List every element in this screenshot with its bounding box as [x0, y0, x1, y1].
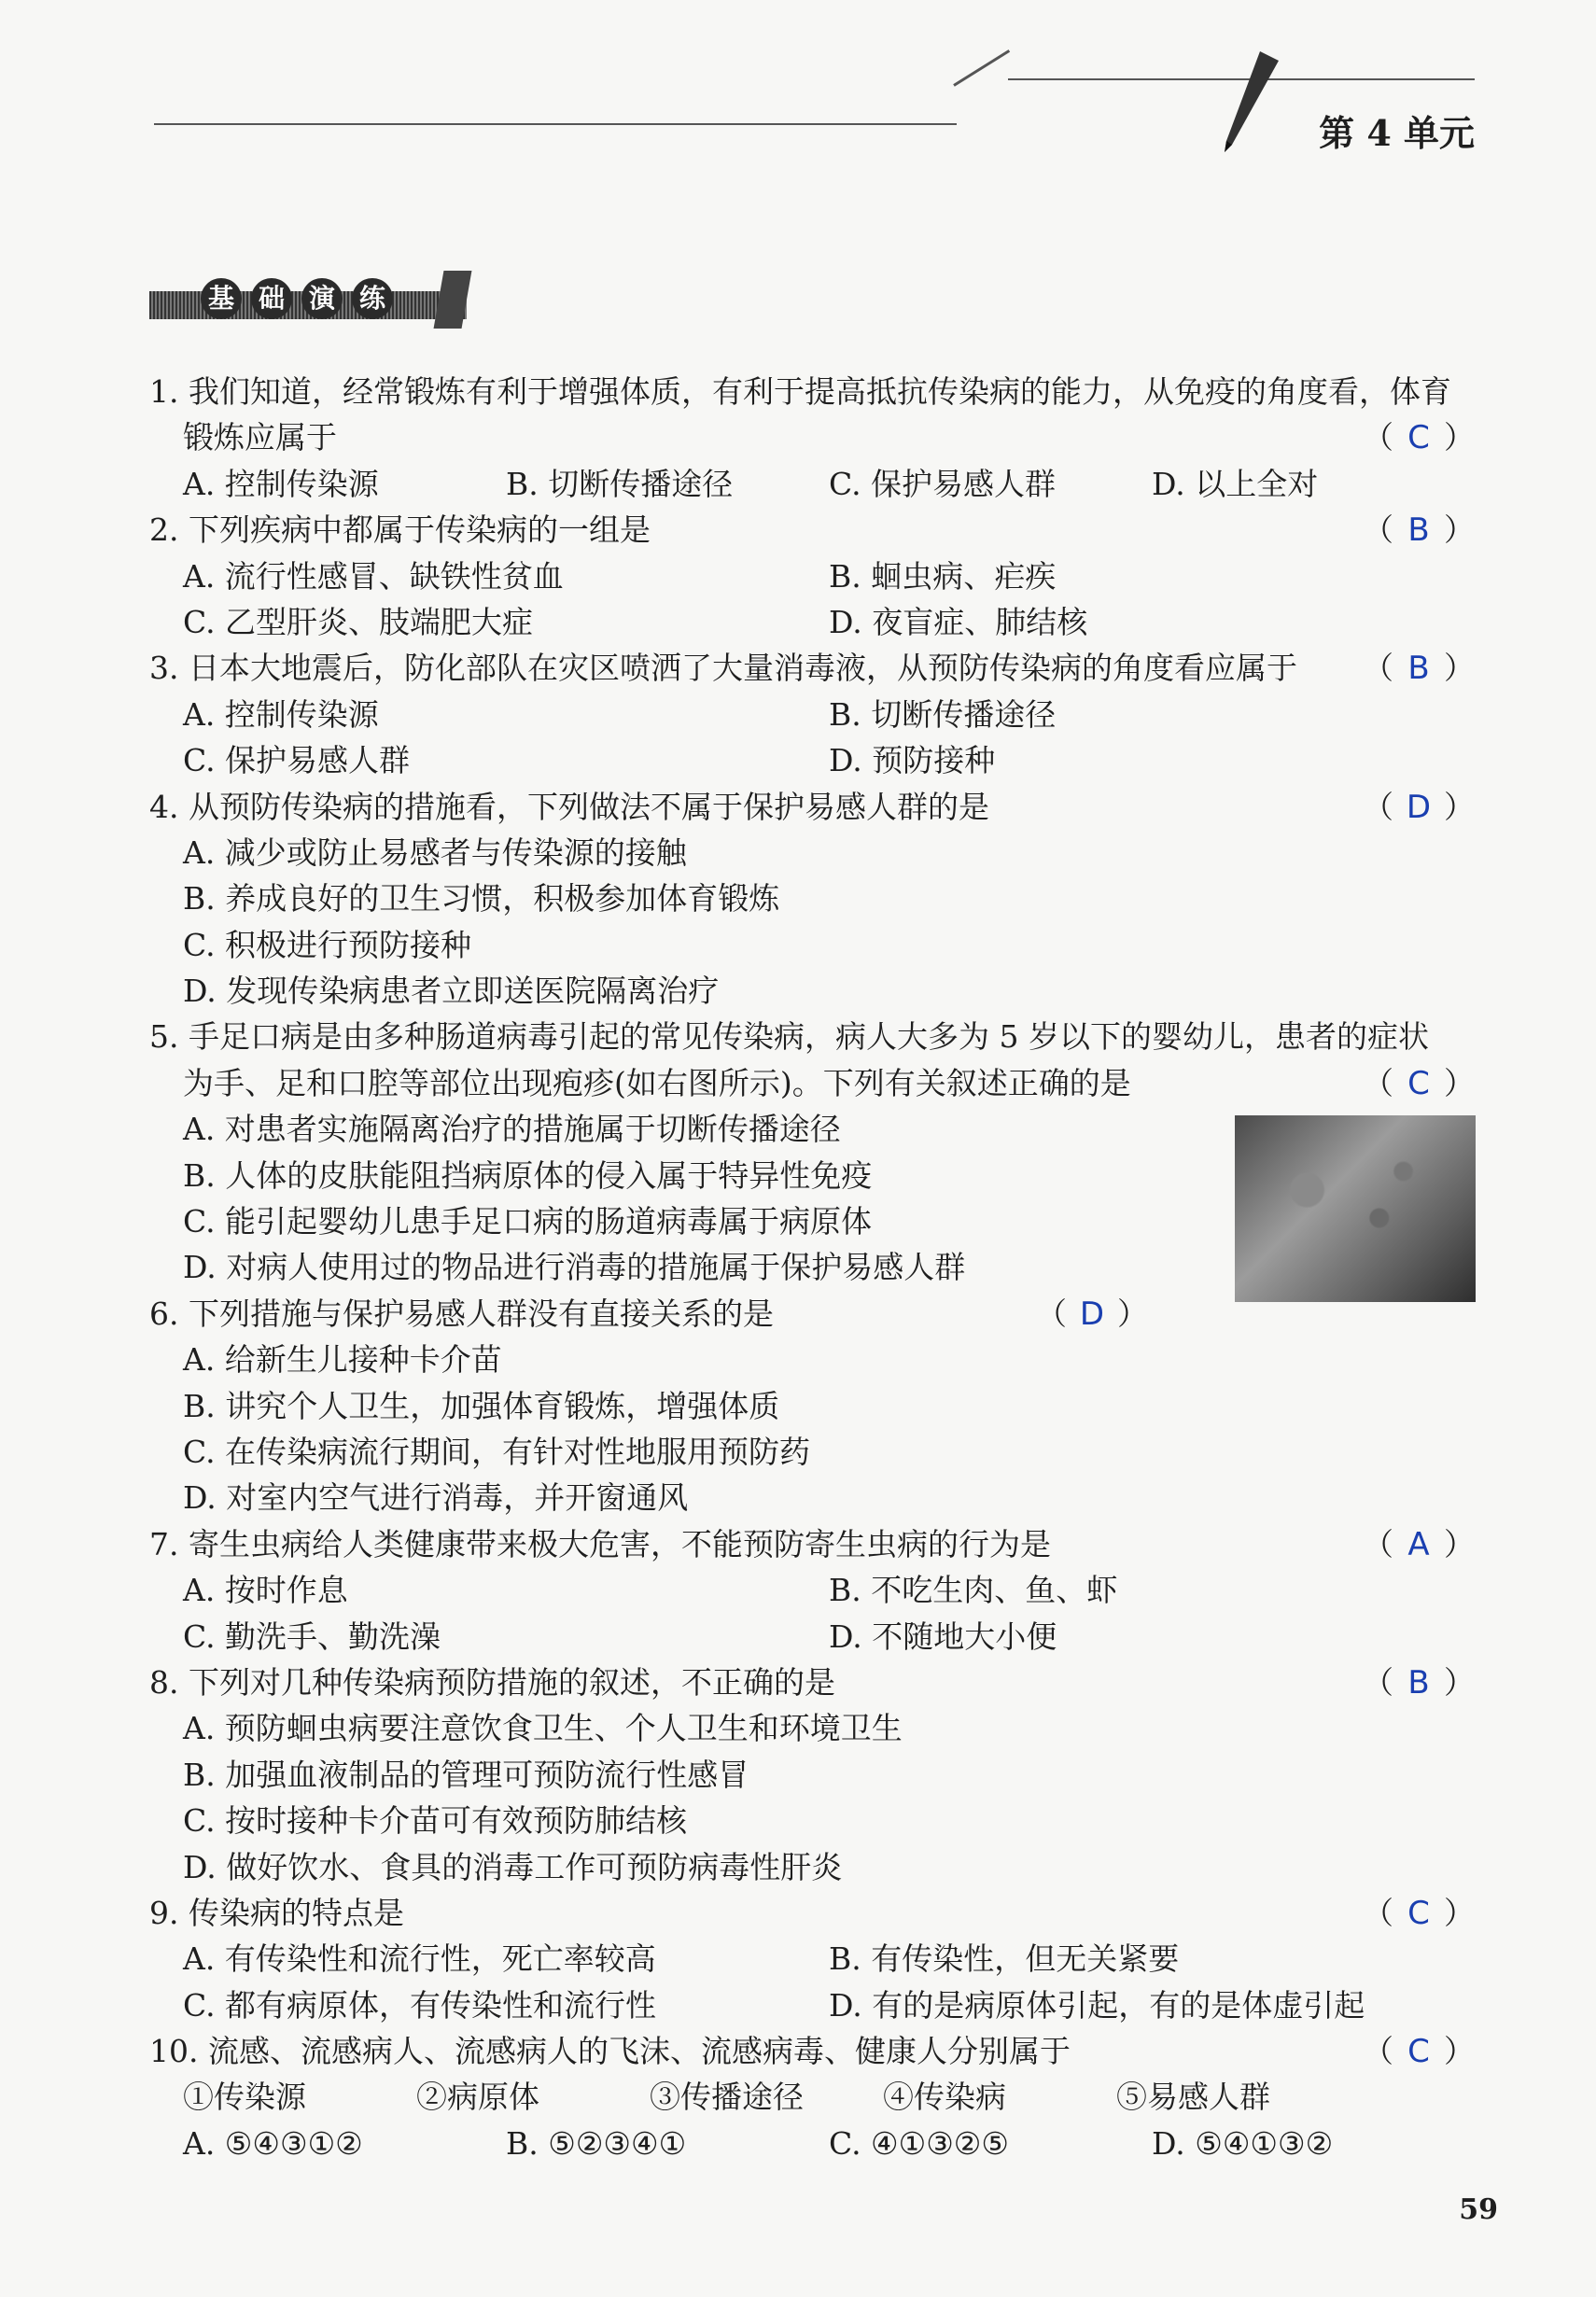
answer-bracket — [1363, 645, 1475, 692]
section-title-char: 演 — [301, 278, 343, 319]
answer-letter: A — [1407, 1525, 1430, 1563]
answer-letter: C — [1407, 2033, 1430, 2071]
hand-rash-photo — [1235, 1115, 1476, 1302]
header-rule — [154, 123, 957, 125]
question-stem-text: 8. 下列对几种传染病预防措施的叙述，不正确的是 — [149, 1663, 835, 1701]
answer-bracket — [1363, 1521, 1475, 1568]
option: A. 流行性感冒、缺铁性贫血 — [183, 557, 564, 595]
option: C. 保护易感人群 — [183, 742, 411, 779]
option: A. ⑤④③①② — [183, 2124, 363, 2162]
question-stem-text: 9. 传染病的特点是 — [149, 1894, 404, 1931]
answer-open: （ — [1363, 419, 1393, 456]
question-10 — [149, 2028, 1475, 2166]
answer-letter: C — [1407, 419, 1430, 457]
question-item: ②病原体 — [416, 2079, 539, 2116]
answer-close: ） — [1444, 1525, 1475, 1562]
answer-bracket — [1036, 1291, 1148, 1338]
option: C. 按时接种卡介苗可有效预防肺结核 — [183, 1802, 688, 1840]
answer-open: （ — [1363, 1525, 1393, 1562]
answer-open: （ — [1363, 1064, 1393, 1101]
option: D. ⑤④①③② — [1152, 2124, 1334, 2162]
option: B. 有传染性，但无关紧要 — [829, 1940, 1180, 1978]
answer-open: （ — [1363, 1894, 1393, 1931]
option: A. 控制传染源 — [183, 695, 379, 733]
banner-end — [434, 271, 472, 329]
question-stem-text: 2. 下列疾病中都属于传染病的一组是 — [149, 511, 651, 549]
option: B. 养成良好的卫生习惯，积极参加体育锻炼 — [183, 880, 780, 917]
options-row — [149, 692, 1475, 737]
option: C. 乙型肝炎、肢端肥大症 — [183, 603, 534, 640]
question-stem — [149, 784, 1475, 830]
question-3 — [149, 645, 1475, 783]
answer-close: ） — [1444, 1064, 1475, 1101]
answer-close: ） — [1444, 1894, 1475, 1931]
question-stem — [149, 2028, 1475, 2074]
answer-bracket — [1363, 2028, 1475, 2075]
question-stem — [149, 1660, 1475, 1705]
option: A. 有传染性和流行性，死亡率较高 — [183, 1940, 656, 1978]
question-item: ③传播途径 — [650, 2079, 804, 2116]
option: D. 不随地大小便 — [829, 1618, 1057, 1655]
option: C. 在传染病流行期间，有针对性地服用预防药 — [183, 1433, 811, 1470]
answer-close: ） — [1444, 1663, 1475, 1701]
question-stem — [149, 1060, 1475, 1106]
question-9 — [149, 1890, 1475, 2028]
option: A. 减少或防止易感者与传染源的接触 — [183, 833, 687, 871]
option: A. 对患者实施隔离治疗的措施属于切断传播途径 — [183, 1111, 841, 1148]
question-stem — [149, 414, 1475, 460]
question-stem-text: 5. 手足口病是由多种肠道病毒引起的常见传染病，病人大多为 5 岁以下的婴幼儿，患者的症状 — [149, 1018, 1429, 1056]
question-item: ⑤易感人群 — [1116, 2079, 1270, 2116]
options-row — [149, 553, 1475, 599]
question-1 — [149, 369, 1475, 507]
section-title-char: 基 — [201, 278, 242, 319]
answer-bracket — [1363, 1890, 1475, 1937]
answer-letter: B — [1407, 1663, 1430, 1702]
option: D. 对室内空气进行消毒，并开窗通风 — [183, 1479, 689, 1517]
answer-close: ） — [1444, 419, 1475, 456]
question-2 — [149, 507, 1475, 645]
option: D. 预防接种 — [829, 742, 996, 779]
answer-open: （ — [1363, 2033, 1393, 2070]
option: B. 蛔虫病、疟疾 — [829, 557, 1057, 595]
answer-close: ） — [1444, 650, 1475, 687]
question-7 — [149, 1521, 1475, 1660]
option: B. ⑤②③④① — [506, 2124, 687, 2162]
option: D. 发现传染病患者立即送医院隔离治疗 — [183, 973, 720, 1010]
option: D. 有的是病原体引起，有的是体虚引起 — [829, 1986, 1365, 2024]
options-row — [149, 1936, 1475, 1982]
header-rule-slant — [953, 49, 1010, 87]
pen-icon — [1204, 51, 1288, 154]
option: B. 切断传播途径 — [829, 695, 1057, 733]
option: B. 讲究个人卫生，加强体育锻炼，增强体质 — [183, 1387, 780, 1424]
page-number: 59 — [1459, 2193, 1498, 2226]
question-stem — [149, 645, 1475, 691]
unit-title: 第 4 单元 — [1319, 112, 1475, 154]
answer-open: （ — [1036, 1295, 1067, 1332]
option: C. ④①③②⑤ — [829, 2124, 1009, 2162]
option: D. 做好饮水、食具的消毒工作可预防病毒性肝炎 — [183, 1848, 843, 1885]
question-stem-text: 1. 我们知道，经常锻炼有利于增强体质，有利于提高抵抗传染病的能力，从免疫的角度看，体育 — [149, 373, 1451, 410]
question-6 — [149, 1291, 1475, 1521]
answer-close: ） — [1444, 788, 1475, 825]
option: B. 切断传播途径 — [506, 465, 734, 502]
question-stem-text: 7. 寄生虫病给人类健康带来极大危害，不能预防寄生虫病的行为是 — [149, 1525, 1051, 1562]
answer-letter: C — [1407, 1894, 1430, 1932]
question-stem — [149, 1890, 1475, 1936]
question-item: ①传染源 — [183, 2079, 306, 2116]
option: A. 预防蛔虫病要注意饮食卫生、个人卫生和环境卫生 — [183, 1710, 903, 1747]
answer-letter: B — [1407, 650, 1430, 688]
answer-open: （ — [1363, 511, 1393, 549]
question-stem — [149, 507, 1475, 553]
option: C. 勤洗手、勤洗澡 — [183, 1618, 441, 1655]
question-item: ④传染病 — [883, 2079, 1006, 2116]
answer-letter: B — [1407, 511, 1430, 550]
options-row — [149, 1614, 1475, 1660]
answer-bracket — [1363, 414, 1475, 461]
question-stem-text: 10. 流感、流感病人、流感病人的飞沫、流感病毒、健康人分别属于 — [149, 2033, 1071, 2070]
section-title — [201, 278, 393, 319]
options-row — [149, 461, 1475, 507]
answer-bracket — [1363, 507, 1475, 553]
question-8 — [149, 1660, 1475, 1890]
option: C. 保护易感人群 — [829, 465, 1057, 502]
answer-bracket — [1363, 1060, 1475, 1107]
option: B. 不吃生肉、鱼、虾 — [829, 1572, 1118, 1609]
question-stem — [149, 369, 1475, 414]
answer-letter: D — [1406, 788, 1432, 826]
section-banner — [149, 271, 485, 329]
question-stem-text: 6. 下列措施与保护易感人群没有直接关系的是 — [149, 1295, 774, 1332]
option: B. 加强血液制品的管理可预防流行性感冒 — [183, 1756, 749, 1793]
option: D. 以上全对 — [1152, 465, 1319, 502]
option: A. 控制传染源 — [183, 465, 379, 502]
option: C. 都有病原体，有传染性和流行性 — [183, 1986, 657, 2024]
answer-open: （ — [1363, 1663, 1393, 1701]
option: A. 给新生儿接种卡介苗 — [183, 1341, 502, 1379]
answer-letter: D — [1079, 1295, 1105, 1333]
question-stem-text: 3. 日本大地震后，防化部队在灾区喷洒了大量消毒液，从预防传染病的角度看应属于 — [149, 650, 1297, 687]
answer-close: ） — [1444, 2033, 1475, 2070]
question-stem-text: 为手、足和口腔等部位出现疱疹(如右图所示)。下列有关叙述正确的是 — [183, 1064, 1131, 1101]
answer-letter: C — [1407, 1064, 1430, 1102]
question-stem — [149, 1014, 1475, 1059]
answer-open: （ — [1363, 788, 1393, 825]
option: B. 人体的皮肤能阻挡病原体的侵入属于特异性免疫 — [183, 1156, 873, 1194]
option: A. 按时作息 — [183, 1572, 348, 1609]
option: C. 积极进行预防接种 — [183, 926, 472, 963]
answer-open: （ — [1363, 650, 1393, 687]
section-title-char: 础 — [251, 278, 292, 319]
options-row — [149, 737, 1475, 783]
option: C. 能引起婴幼儿患手足口病的肠道病毒属于病原体 — [183, 1203, 873, 1240]
answer-close: ） — [1117, 1295, 1148, 1332]
question-stem-text: 4. 从预防传染病的措施看，下列做法不属于保护易感人群的是 — [149, 788, 989, 825]
option: D. 对病人使用过的物品进行消毒的措施属于保护易感人群 — [183, 1249, 966, 1286]
answer-close: ） — [1444, 511, 1475, 549]
question-4 — [149, 784, 1475, 1015]
option: D. 夜盲症、肺结核 — [829, 603, 1088, 640]
options-row — [149, 1567, 1475, 1613]
question-stem-text: 锻炼应属于 — [183, 419, 337, 456]
options-row — [149, 599, 1475, 645]
question-items — [149, 2074, 1475, 2120]
answer-bracket — [1363, 784, 1475, 831]
options-row — [149, 1982, 1475, 2028]
options-row — [149, 2121, 1475, 2166]
section-title-char: 练 — [352, 278, 393, 319]
question-stem — [149, 1521, 1475, 1567]
answer-bracket — [1363, 1660, 1475, 1706]
